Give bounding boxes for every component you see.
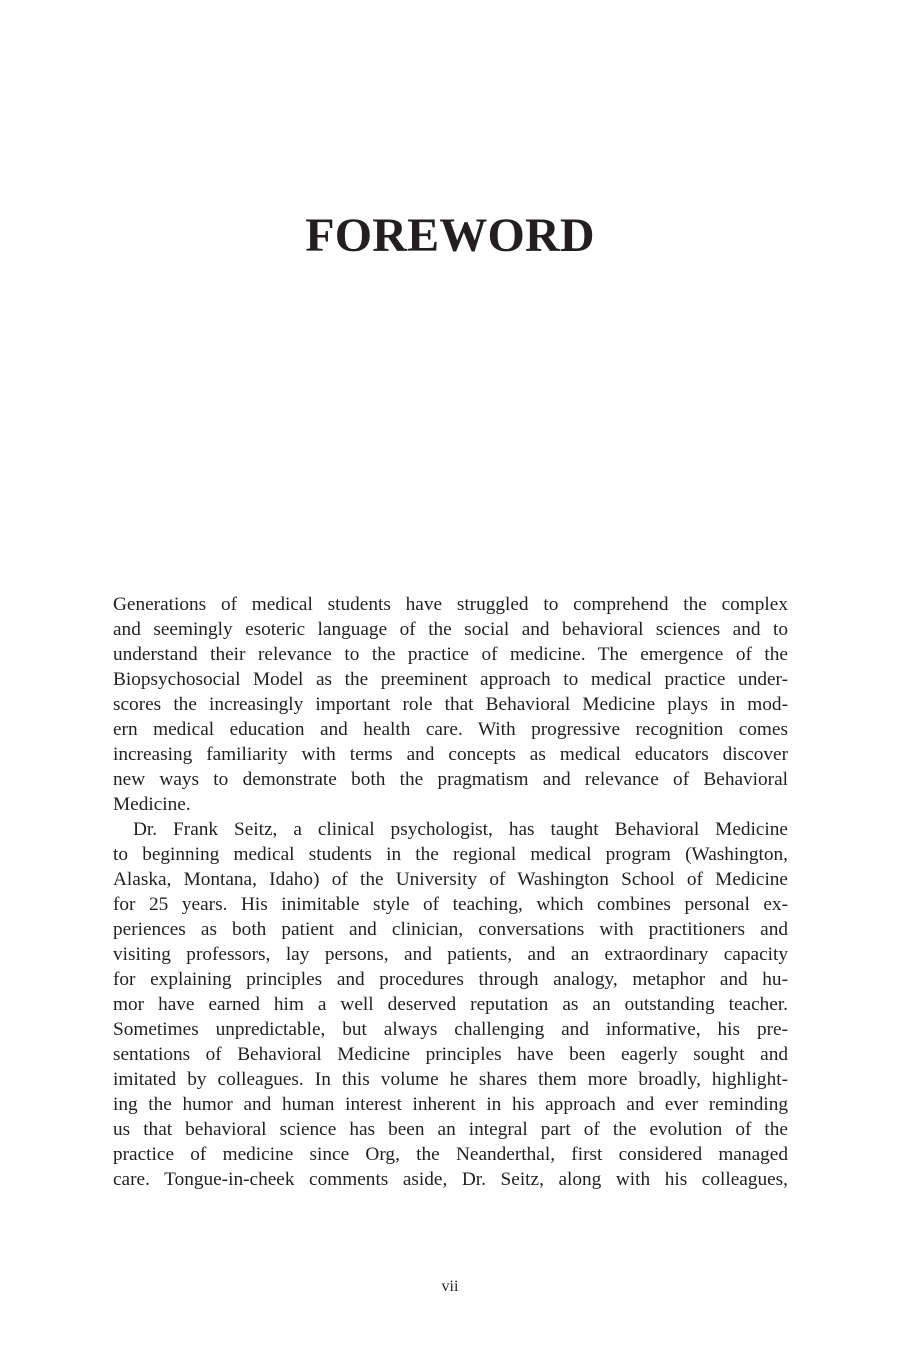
text-line: imitated by colleagues. In this volume he shares them more broadly, highlight-	[113, 1069, 788, 1090]
text-line: visiting professors, lay persons, and patients, and an extraordinary capacity	[113, 944, 788, 965]
page-title: FOREWORD	[305, 209, 595, 262]
text-line: us that behavioral science has been an integral part of the evolution of the	[113, 1119, 788, 1140]
text-line: new ways to demonstrate both the pragmatism and relevance of Behavioral	[113, 769, 788, 790]
text-line: sentations of Behavioral Medicine principles have been eagerly sought and	[113, 1044, 788, 1065]
body-text	[113, 592, 788, 1192]
text-line: practice of medicine since Org, the Neanderthal, first considered managed	[113, 1144, 788, 1165]
paragraph-2	[113, 817, 788, 1192]
paragraph-1	[113, 592, 788, 817]
text-line: and seemingly esoteric language of the social and behavioral sciences and to	[113, 619, 788, 640]
text-line: care. Tongue-in-cheek comments aside, Dr. Seitz, along with his colleagues,	[113, 1169, 788, 1190]
text-line: scores the increasingly important role that Behavioral Medicine plays in mod-	[113, 694, 788, 715]
text-line: Medicine.	[113, 794, 191, 815]
text-line: Sometimes unpredictable, but always challenging and informative, his pre-	[113, 1019, 788, 1040]
text-line: increasing familiarity with terms and concepts as medical educators discover	[113, 744, 788, 765]
text-line: Biopsychosocial Model as the preeminent approach to medical practice under-	[113, 669, 788, 690]
text-line: to beginning medical students in the regional medical program (Washington,	[113, 844, 788, 865]
text-line: for 25 years. His inimitable style of teaching, which combines personal ex-	[113, 894, 788, 915]
page-number: vii	[441, 1278, 459, 1295]
text-line: for explaining principles and procedures through analogy, metaphor and hu-	[113, 969, 788, 990]
text-line: Alaska, Montana, Idaho) of the University of Washington School of Medicine	[113, 869, 788, 890]
text-line: understand their relevance to the practice of medicine. The emergence of the	[113, 644, 788, 665]
text-line: mor have earned him a well deserved reputation as an outstanding teacher.	[113, 994, 788, 1015]
text-line: Dr. Frank Seitz, a clinical psychologist, has taught Behavioral Medicine	[133, 819, 788, 840]
text-line: periences as both patient and clinician, conversations with practitioners and	[113, 919, 788, 940]
text-line: ing the humor and human interest inherent in his approach and ever reminding	[113, 1094, 788, 1115]
text-line: ern medical education and health care. With progressive recognition comes	[113, 719, 788, 740]
text-line: Generations of medical students have struggled to comprehend the complex	[113, 594, 788, 615]
